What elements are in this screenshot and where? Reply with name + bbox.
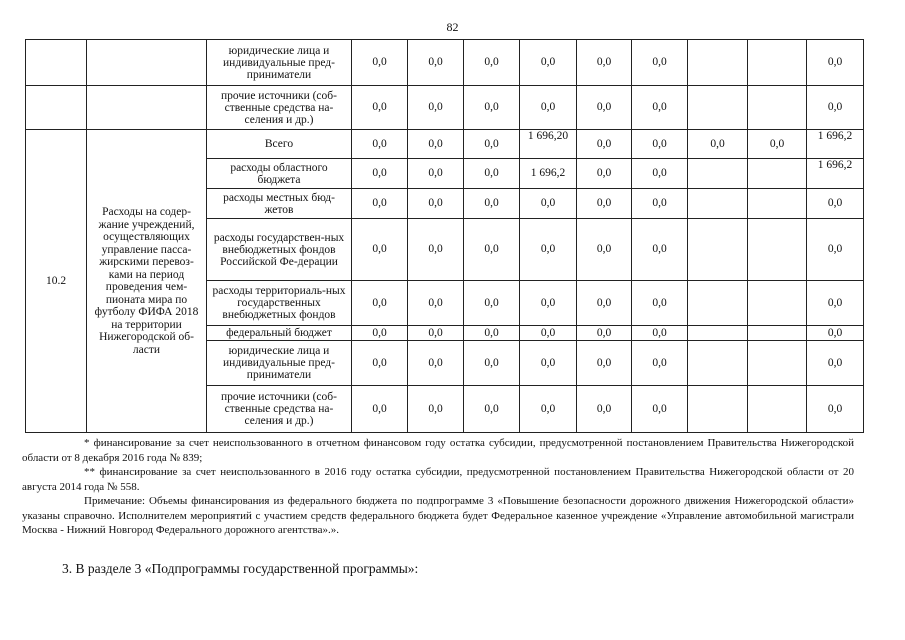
value-cell: 0,0 (807, 189, 864, 219)
budget-table (25, 39, 864, 433)
value-cell: 0,0 (577, 281, 632, 326)
value-cell: 0,0 (408, 326, 464, 341)
value-cell (688, 386, 748, 433)
value-cell (748, 189, 807, 219)
value-cell: 0,0 (632, 86, 688, 130)
value-cell: 0,0 (408, 130, 464, 159)
index-cell (26, 86, 87, 130)
value-cell: 0,0 (577, 40, 632, 86)
source-cell: Всего (207, 130, 352, 159)
value-cell (688, 326, 748, 341)
value-cell: 0,0 (352, 40, 408, 86)
value-cell: 0,0 (807, 86, 864, 130)
value-cell: 0,0 (520, 86, 577, 130)
section-description: Расходы на содер-жание учреждений, осуществляющих управление пасса-жирскими перевоз-ками на период проведения чем-пионата мира по футболу ФИФА 2018 на территории Нижегородской об-ласти (87, 130, 207, 433)
value-cell: 0,0 (352, 159, 408, 189)
value-cell: 1 696,2 (520, 159, 577, 189)
value-cell (688, 159, 748, 189)
value-cell (748, 386, 807, 433)
value-cell: 0,0 (464, 189, 520, 219)
footnotes (22, 436, 854, 538)
value-cell: 0,0 (577, 189, 632, 219)
value-cell: 0,0 (577, 326, 632, 341)
value-cell: 0,0 (688, 130, 748, 159)
value-cell (688, 219, 748, 281)
source-cell: расходы местных бюд-жетов (207, 189, 352, 219)
source-cell: расходы областного бюджета (207, 159, 352, 189)
description-cell (87, 86, 207, 130)
value-cell (688, 86, 748, 130)
table-row (26, 130, 864, 159)
value-cell: 0,0 (632, 189, 688, 219)
value-cell (748, 281, 807, 326)
value-cell: 0,0 (520, 386, 577, 433)
value-cell: 0,0 (577, 130, 632, 159)
value-cell (688, 40, 748, 86)
value-cell: 0,0 (748, 130, 807, 159)
value-cell: 0,0 (807, 40, 864, 86)
index-cell (26, 40, 87, 86)
value-cell: 0,0 (464, 219, 520, 281)
value-cell: 0,0 (352, 189, 408, 219)
value-cell: 0,0 (352, 386, 408, 433)
value-cell: 0,0 (807, 219, 864, 281)
value-cell: 0,0 (632, 130, 688, 159)
value-cell: 0,0 (352, 281, 408, 326)
value-cell: 0,0 (408, 86, 464, 130)
value-cell: 0,0 (577, 386, 632, 433)
value-cell: 0,0 (464, 86, 520, 130)
value-cell: 0,0 (807, 386, 864, 433)
value-cell: 1 696,2 (807, 159, 864, 189)
value-cell (748, 86, 807, 130)
table-row (26, 86, 864, 130)
value-cell: 0,0 (520, 40, 577, 86)
value-cell: 0,0 (352, 219, 408, 281)
value-cell: 0,0 (464, 341, 520, 386)
value-cell: 0,0 (408, 189, 464, 219)
value-cell: 0,0 (577, 86, 632, 130)
value-cell: 0,0 (632, 159, 688, 189)
value-cell (748, 159, 807, 189)
value-cell: 0,0 (352, 326, 408, 341)
footnote-double-star: ** финансирование за счет неиспользованного в 2016 году остатка субсидии, предусмотренной постановлением Правительства Нижегородской области от 20 августа 2014 года № 558. (22, 466, 854, 493)
value-cell: 0,0 (352, 341, 408, 386)
value-cell: 0,0 (408, 341, 464, 386)
section-index: 10.2 (26, 130, 87, 433)
value-cell: 0,0 (408, 40, 464, 86)
value-cell: 0,0 (408, 219, 464, 281)
description-cell (87, 40, 207, 86)
table-body (26, 40, 864, 433)
value-cell: 0,0 (408, 386, 464, 433)
value-cell: 0,0 (408, 159, 464, 189)
value-cell: 0,0 (408, 281, 464, 326)
source-cell: расходы территориаль-ных государственных внебюджетных фондов (207, 281, 352, 326)
value-cell (688, 341, 748, 386)
value-cell: 0,0 (464, 40, 520, 86)
value-cell: 1 696,2 (807, 130, 864, 159)
value-cell: 1 696,20 (520, 130, 577, 159)
value-cell: 0,0 (632, 326, 688, 341)
source-cell: прочие источники (соб-ственные средства на-селения и др.) (207, 86, 352, 130)
source-cell: расходы государствен-ных внебюджетных фондов Российской Фе-дерации (207, 219, 352, 281)
value-cell: 0,0 (520, 326, 577, 341)
value-cell: 0,0 (352, 86, 408, 130)
footnote-remark: Примечание: Объемы финансирования из федерального бюджета по подпрограмме 3 «Повышение безопасности дорожного движения Нижегородской области» указаны справочно. Исполнителем мероприятий с участием средств федерального бюджета будет Федеральное казенное учреждение «Управление автомобильной магистрали Москва - Нижний Новгород Федерального дорожного агентства».». (22, 495, 854, 536)
value-cell: 0,0 (807, 341, 864, 386)
source-cell: юридические лица и индивидуальные пред-приниматели (207, 341, 352, 386)
value-cell: 0,0 (577, 159, 632, 189)
value-cell: 0,0 (464, 281, 520, 326)
source-cell: федеральный бюджет (207, 326, 352, 341)
value-cell: 0,0 (464, 159, 520, 189)
value-cell: 0,0 (807, 281, 864, 326)
value-cell: 0,0 (632, 219, 688, 281)
value-cell (748, 341, 807, 386)
footnote-single-star: * финансирование за счет неиспользованного в отчетном финансовом году остатка субсидии, предусмотренной постановлением Правительства Нижегородской области от 8 декабря 2016 года № 839; (22, 437, 854, 464)
value-cell: 0,0 (520, 281, 577, 326)
value-cell: 0,0 (807, 326, 864, 341)
value-cell: 0,0 (520, 189, 577, 219)
value-cell (748, 40, 807, 86)
value-cell: 0,0 (632, 386, 688, 433)
value-cell: 0,0 (464, 326, 520, 341)
value-cell: 0,0 (520, 341, 577, 386)
value-cell: 0,0 (632, 40, 688, 86)
value-cell: 0,0 (632, 341, 688, 386)
value-cell: 0,0 (464, 130, 520, 159)
value-cell (748, 219, 807, 281)
table-row (26, 40, 864, 86)
value-cell (688, 281, 748, 326)
page-number: 82 (446, 20, 459, 34)
value-cell (748, 326, 807, 341)
value-cell: 0,0 (464, 386, 520, 433)
source-cell: юридические лица и индивидуальные пред-приниматели (207, 40, 352, 86)
value-cell: 0,0 (577, 219, 632, 281)
value-cell: 0,0 (632, 281, 688, 326)
source-cell: прочие источники (соб-ственные средства на-селения и др.) (207, 386, 352, 433)
value-cell: 0,0 (352, 130, 408, 159)
value-cell (688, 189, 748, 219)
value-cell: 0,0 (577, 341, 632, 386)
section-heading: 3. В разделе 3 «Подпрограммы государственной программы»: (62, 561, 419, 576)
value-cell: 0,0 (520, 219, 577, 281)
